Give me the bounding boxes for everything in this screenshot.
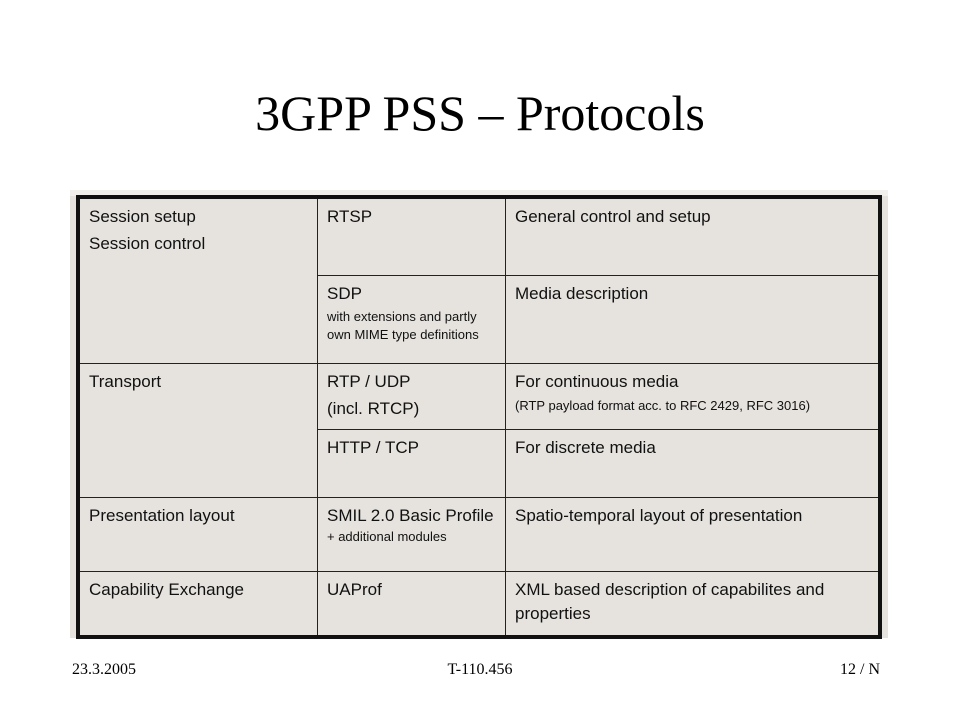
category-line: Presentation layout [89,505,235,525]
protocols-table [76,195,882,639]
category-cell [78,363,318,497]
category-line: Session setup [89,207,196,226]
protocol-name: UAProf [327,579,382,599]
protocol-cell [318,429,506,497]
description-cell [506,497,881,571]
description-text: Spatio-temporal layout of presentation [515,505,803,525]
footer-date: 23.3.2005 [72,661,136,678]
protocol-name: (incl. RTCP) [327,398,420,418]
protocol-cell [318,571,506,637]
description-note: (RTP payload format acc. to RFC 2429, RFC 3016) [515,397,811,413]
protocol-cell [318,497,506,571]
protocol-name: HTTP / TCP [327,437,419,457]
description-cell [506,571,881,637]
protocol-note: + additional modules [327,528,447,544]
description-cell [506,363,881,429]
table-row [78,363,880,429]
category-cell [78,197,318,363]
protocol-cell [318,363,506,429]
slide-title: 3GPP PSS – Protocols [255,85,705,141]
table-panel [70,190,888,638]
protocol-name: SMIL 2.0 Basic Profile [327,505,494,525]
protocol-cell [318,197,506,275]
category-line: Session control [89,234,206,253]
table-row [78,571,880,637]
description-text: For discrete media [515,437,656,457]
protocol-name: RTSP [327,207,373,226]
description-cell [506,275,881,363]
protocol-name: SDP [327,283,362,303]
table-row [78,197,880,275]
category-cell [78,571,318,637]
footer-page-number: 12 / N [840,661,880,678]
description-cell [506,429,881,497]
description-text: General control and setup [515,207,711,226]
footer-course: T-110.456 [447,661,513,678]
protocol-name: RTP / UDP [327,371,411,391]
category-line: Transport [89,371,162,391]
description-text: Media description [515,283,649,303]
table-row [78,497,880,571]
category-line: Capability Exchange [89,579,244,599]
description-text: For continuous media [515,371,679,391]
category-cell [78,497,318,571]
description-text: XML based description of capabilites and properties [515,579,825,623]
protocol-cell [318,275,506,363]
protocol-note: with extensions and partly own MIME type definitions [327,308,479,342]
description-cell [506,197,881,275]
